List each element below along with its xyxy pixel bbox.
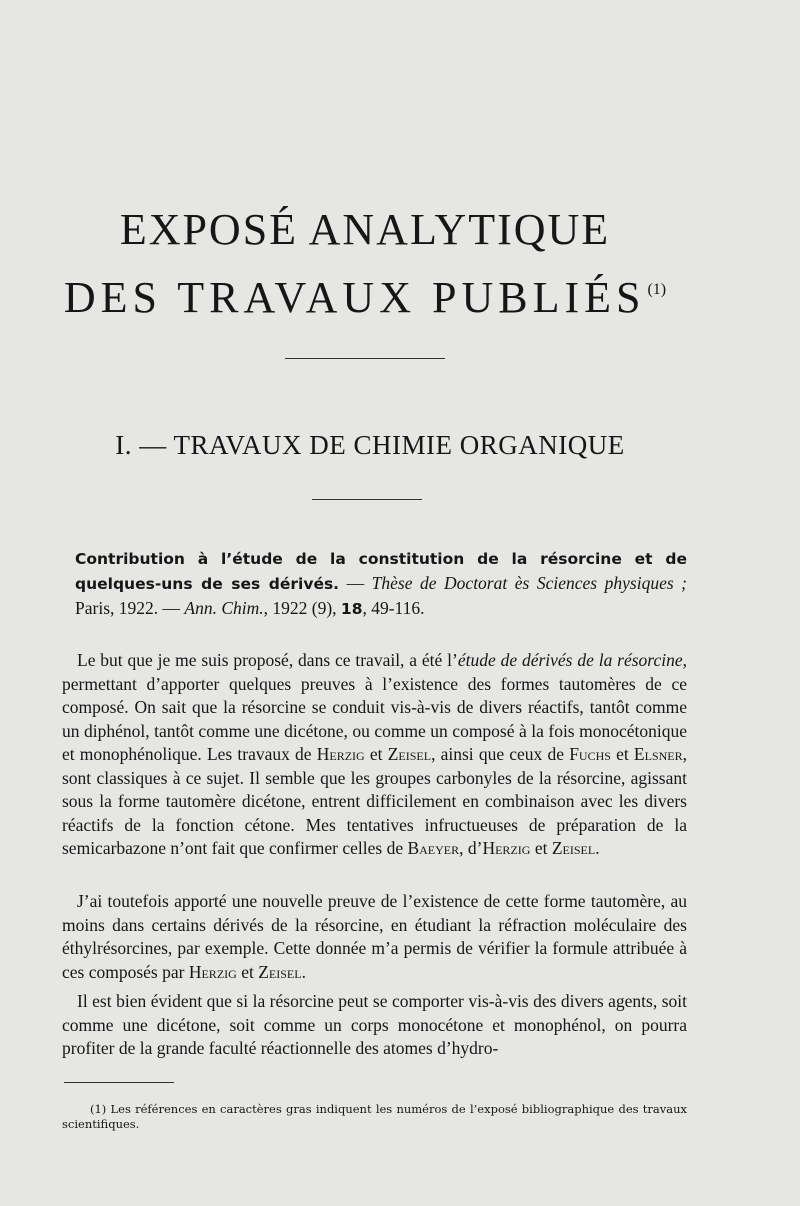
title-footnote-ref: (1) (647, 281, 667, 298)
p1-text-6: , sont classiques à ce sujet. Il semble que les groupes carbonyles de la résorcine, agissant sous la forme tautomère dicétone, entrent difficilement en combinaison avec les divers réactifs de la fonction cétone. Mes tentatives infructueuses de préparation de la semicarbazone n’ont fait que confirmer celles de (62, 744, 687, 858)
author-fuchs: Fuchs (569, 744, 611, 764)
contribution-title: Contribution à l’étude de la constitution de la résorcine et de quelques-uns de ses dérivés. (75, 550, 687, 593)
paragraph-2 (62, 890, 687, 984)
place-year: Paris, 1922. (75, 598, 159, 618)
footnote: (1) Les références en caractères gras indiquent les numéros de l’exposé bibliographique des travaux scientifiques. (62, 1102, 687, 1131)
p1-text-9: . (595, 838, 600, 858)
section-heading: I. — TRAVAUX DE CHIMIE ORGANIQUE (115, 430, 625, 460)
author-herzig-2: Herzig (482, 838, 531, 858)
p1-text-3: et (364, 744, 388, 764)
contribution-reference (75, 546, 687, 621)
author-zeisel: Zeisel (387, 744, 432, 764)
journal-name: Ann. Chim. (184, 598, 264, 618)
author-zeisel-3: Zeisel (258, 961, 302, 982)
ref-year-series: , 1922 (9), (263, 598, 341, 618)
thesis-label: Thèse de Doctorat ès Sciences physiques ; (371, 573, 688, 593)
author-herzig: Herzig (316, 744, 365, 764)
author-baeyer: Baeyer (407, 838, 460, 858)
p1-italic: étude de dérivés de la résorcine (457, 650, 683, 670)
title-line-2-text: DES TRAVAUX PUBLIÉS (63, 273, 646, 322)
section-divider (312, 499, 422, 500)
paragraph-3: Il est bien évident que si la résorcine peut se comporter vis-à-vis des divers agents, soit comme une dicétone, soit comme un corps monocétone et monophénol, on pourra profiter de la grande faculté réactionnelle des atomes d’hydro- (62, 991, 687, 1058)
author-herzig-3: Herzig (188, 961, 237, 982)
p1-text-1: Le but que je me suis proposé, dans ce travail, a été l’ (77, 650, 458, 670)
p2-text-1: J’ai toutefois apporté une nouvelle preuve de l’existence de cette forme tautomère, au moins dans certains dérivés de la résorcine, en étudiant la réfraction moléculaire des éthylrésorcines, par exemple. Cette donnée m’a permis de vérifier la formule attribuée à ces composés par (62, 891, 687, 982)
ref-dash: — (339, 573, 372, 593)
title-line-1: EXPOSÉ ANALYTIQUE (119, 205, 611, 254)
title-divider (285, 358, 445, 359)
p2-text-2: et (236, 961, 259, 982)
p1-text-2: , permettant d’apporter quelques preuves à l’existence des formes tautomères de ce composé. On sait que la résorcine se conduit vis-à-vis de divers réactifs, tantôt comme un diphénol, tantôt comme une dicétone, ou comme un composé à la fois monocétonique et monophénolique. Les travaux de (62, 650, 687, 764)
p1-text-8: et (530, 838, 552, 858)
p1-text-7: , d’ (459, 838, 483, 858)
p1-text-4: , ainsi que ceux de (431, 744, 570, 764)
author-elsner: Elsner (633, 744, 683, 764)
footnote-divider (64, 1082, 174, 1083)
page-range: , 49-116. (362, 598, 425, 618)
volume-number: 18 (340, 600, 363, 618)
title-line-2 (0, 273, 730, 322)
p2-text-3: . (301, 961, 306, 982)
author-zeisel-2: Zeisel (551, 838, 596, 858)
p1-text-5: et (610, 744, 634, 764)
ref-dash-2: — (158, 598, 185, 618)
paragraph-1 (62, 649, 687, 861)
